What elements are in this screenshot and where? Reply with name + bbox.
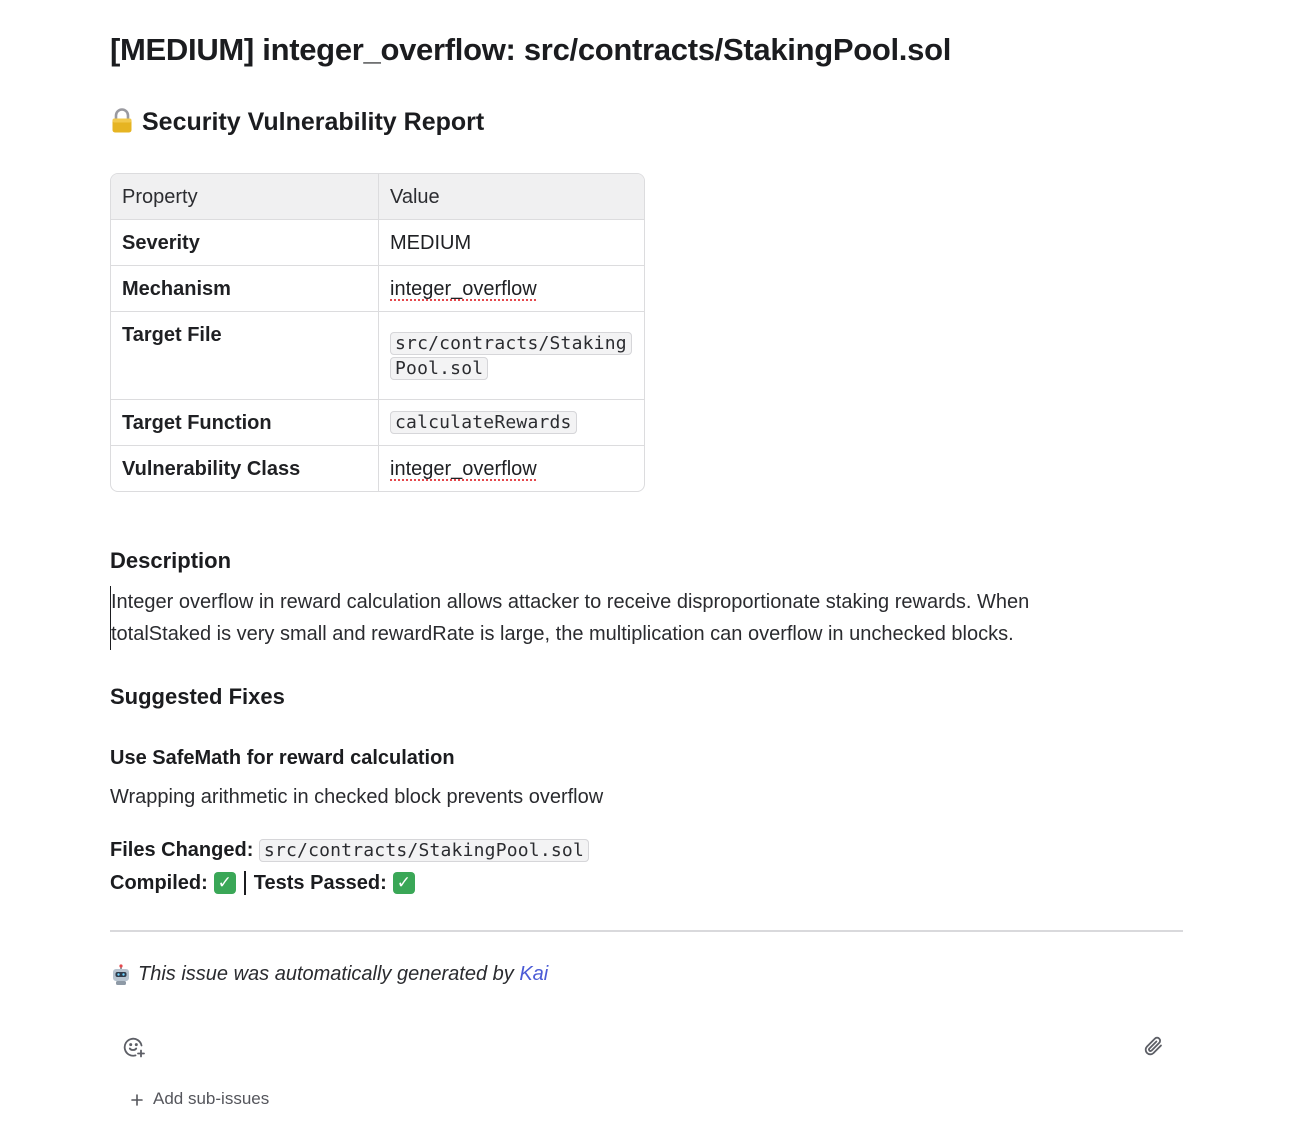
properties-table (110, 173, 645, 492)
column-header-property: Property (111, 174, 379, 220)
generated-note-text: This issue was automatically generated by (138, 963, 514, 985)
fix-text: Wrapping arithmetic in checked block prevents overflow (110, 786, 604, 808)
property-key: Target File (111, 312, 379, 400)
report-heading (110, 108, 484, 137)
robot-icon (110, 964, 132, 986)
plus-icon (130, 1092, 144, 1106)
kai-link[interactable]: Kai (519, 963, 549, 985)
inline-code: src/contracts/Staking (390, 332, 632, 355)
paperclip-icon[interactable] (1141, 1034, 1165, 1058)
property-value: MEDIUM (379, 220, 644, 266)
horizontal-rule (110, 930, 1183, 932)
fix-title: Use SafeMath for reward calculation (110, 747, 455, 769)
inline-code: src/contracts/StakingPool.sol (259, 839, 589, 862)
description-text[interactable]: Integer overflow in reward calculation allows attacker to receive disproportionate staking rewards. When totalStaked is very small and rewardRate is large, the multiplication can overflow in unchecked blocks. (110, 586, 1111, 650)
check-mark-icon: ✓ (393, 872, 415, 894)
table-row (111, 312, 644, 400)
files-changed-label: Files Changed: (110, 839, 254, 861)
column-header-value: Value (379, 174, 644, 220)
check-mark-icon: ✓ (214, 872, 236, 894)
add-sub-issues-label: Add sub-issues (153, 1089, 270, 1108)
lock-icon (110, 108, 134, 134)
divider (244, 871, 246, 895)
table-row (111, 446, 644, 491)
property-value (379, 312, 644, 400)
generated-note (110, 963, 548, 986)
description-heading: Description (110, 548, 232, 573)
property-key: Severity (111, 220, 379, 266)
property-key: Vulnerability Class (111, 446, 379, 491)
emoji-reaction-icon[interactable] (122, 1035, 146, 1059)
property-value (379, 400, 644, 446)
compile-status-line (110, 871, 415, 895)
table-row (111, 400, 644, 446)
add-sub-issues-button[interactable] (130, 1089, 269, 1109)
property-key: Mechanism (111, 266, 379, 312)
misspelled-text: integer_overflow (390, 277, 537, 300)
inline-code: Pool.sol (390, 357, 488, 380)
table-row (111, 266, 644, 312)
table-header-row (111, 174, 644, 220)
suggested-fixes-heading: Suggested Fixes (110, 684, 285, 709)
property-key: Target Function (111, 400, 379, 446)
compiled-label: Compiled: (110, 871, 208, 894)
misspelled-text: integer_overflow (390, 457, 537, 480)
table-row (111, 220, 644, 266)
inline-code: calculateRewards (390, 411, 577, 434)
files-changed-line (110, 839, 589, 862)
property-value (379, 446, 644, 491)
issue-title[interactable]: [MEDIUM] integer_overflow: src/contracts/StakingPool.sol (110, 32, 952, 67)
property-value (379, 266, 644, 312)
report-heading-text: Security Vulnerability Report (142, 108, 485, 136)
tests-passed-label: Tests Passed: (253, 871, 387, 894)
